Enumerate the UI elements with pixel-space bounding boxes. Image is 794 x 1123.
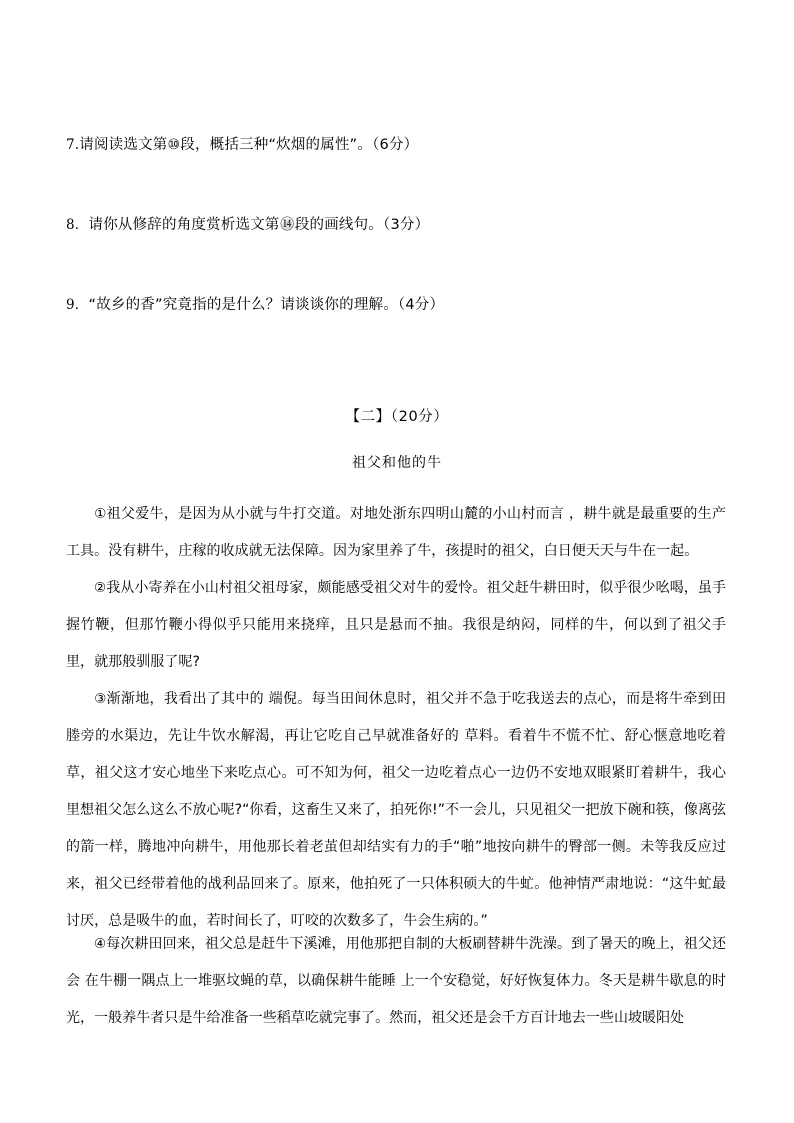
question-number: 8．: [66, 217, 89, 233]
question-number: 7.: [66, 137, 80, 153]
question-text-after: 段，概括三种“炊烟的属性”。（6分）: [180, 137, 419, 153]
passage-paragraph: [66, 926, 726, 1037]
question-text-after: 段的画线句。（3分）: [294, 217, 430, 233]
passage-title: 祖父和他的牛: [352, 455, 442, 471]
passage-paragraph: [66, 496, 726, 570]
question-item-8: [66, 218, 429, 233]
question-text-before: 请你从修辞的角度赏析选文第: [88, 217, 280, 233]
question-text-before: 请阅读选文第: [79, 137, 168, 153]
paragraph-marker-icon: ③: [94, 691, 107, 707]
paragraph-text: 渐渐地，我看出了其中的 端倪。每当田间休息时，祖父并不急于吃我送去的点心，而是将牛牵到田塍旁的水渠边，先让牛饮水解渴，再让它吃自己早就准备好的 草料。看着牛不慌不忙、舒心惬意地吃着草，祖父这才安心地坐下来吃点心。可不知为何，祖父一边吃着点心一边仍不安地双眼紧盯着耕牛，我心里想祖父怎么这么不放心呢?“你看，这畜生又来了，拍死你!”不一会儿，只见祖父一把放下碗和筷，像离弦的箭一样，腾地冲向耕牛，用他那长着老茧但却结实有力的手“啪”地按向耕牛的臀部一侧。未等我反应过来，祖父已经带着他的战利品回来了。原来，他拍死了一只体积硕大的牛虻。他神情严肃地说：“这牛虻最讨厌，总是吸牛的血，若时间长了，叮咬的次数多了，牛会生病的。”: [66, 691, 726, 929]
paragraph-text: 每次耕田回来，祖父总是赶牛下溪滩，用他那把自制的大板刷替耕牛洗澡。到了暑天的晚上，祖父还会 在牛棚一隅点上一堆驱坟蝇的草，以确保耕牛能睡 上一个安稳觉，好好恢复体力。冬天是耕牛歇息的时光，一般养牛者只是牛给准备一些稻草吃就完事了。然而，祖父还是会千方百计地去一些山坡暖阳处: [66, 936, 726, 1026]
question-text-before: “故乡的香”究竟指的是什么？请谈谈你的理解。（4分）: [88, 297, 445, 313]
paragraph-marker-icon: ①: [94, 506, 107, 522]
section-label: 【二】（20分）: [345, 409, 449, 425]
question-item-9: [66, 298, 444, 313]
passage-paragraph: [66, 681, 726, 940]
question-number: 9．: [66, 297, 89, 313]
paragraph-text: 祖父爱牛，是因为从小就与牛打交道。对地处浙东四明山麓的小山村而言 ，耕牛就是最重要的生产工具。没有耕牛，庄稼的收成就无法保障。因为家里养了牛，孩提时的祖父，白日便天天与牛在一起。: [66, 506, 726, 559]
question-item-7: [66, 138, 418, 153]
paragraph-marker-icon: ②: [94, 580, 107, 596]
paragraph-text: 我从小寄养在小山村祖父祖母家，颇能感受祖父对牛的爱怜。祖父赶牛耕田时，似乎很少吆喝，虽手握竹鞭，但那竹鞭小得似乎只能用来挠痒，且只是悬而不抽。我很是纳闷，同样的牛，何以到了祖父手里，就那般驯服了呢?: [66, 580, 726, 670]
paragraph-marker-icon: ④: [94, 936, 107, 952]
circled-paragraph-ref-icon: ⑩: [167, 137, 181, 153]
circled-paragraph-ref-icon: ⑭: [280, 217, 295, 233]
passage-paragraph: [66, 570, 726, 681]
